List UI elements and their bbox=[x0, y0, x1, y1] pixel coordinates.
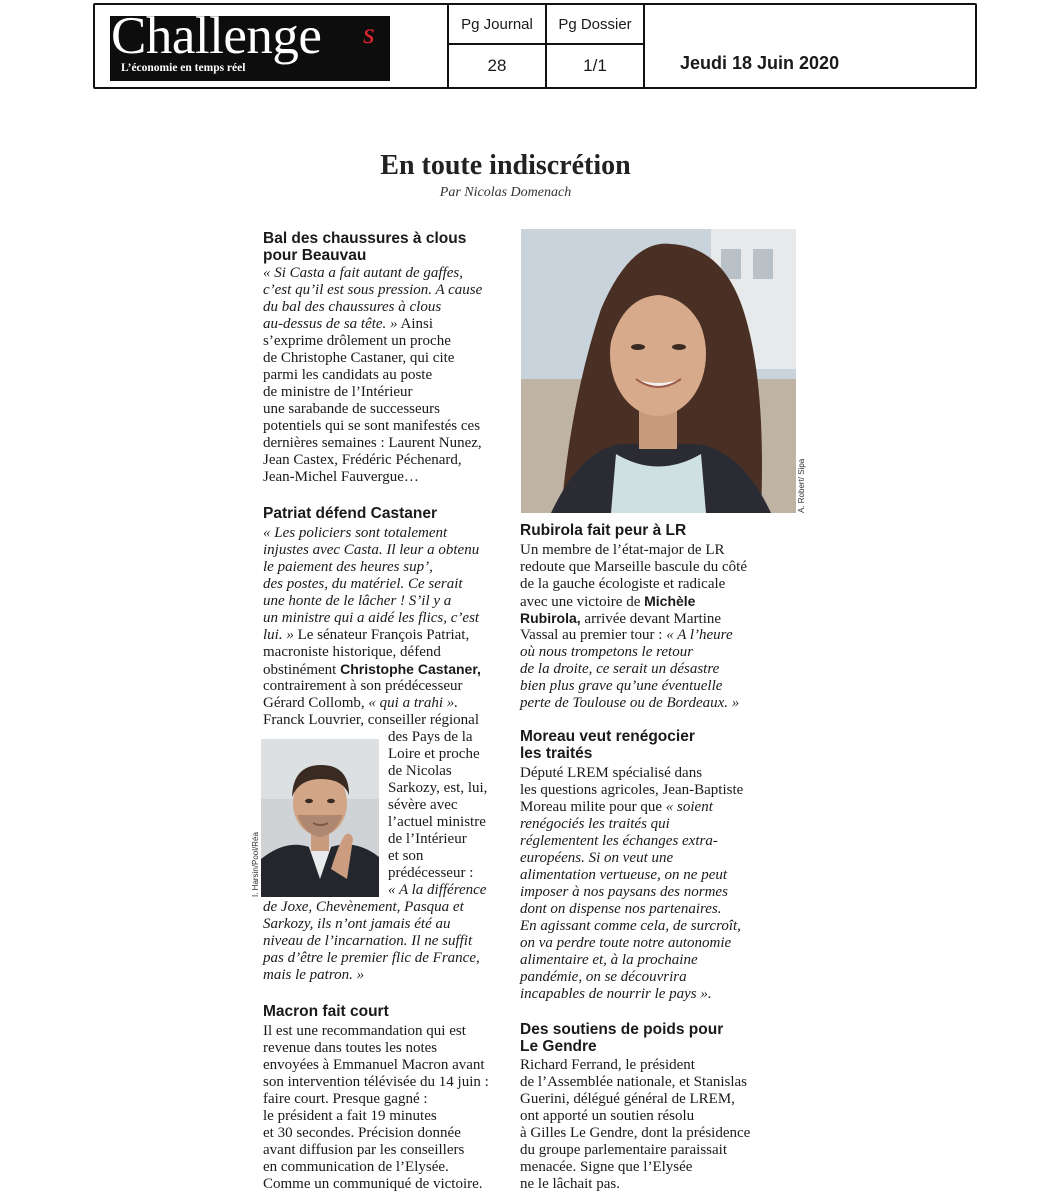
text-line bbox=[388, 729, 487, 746]
text-line bbox=[388, 865, 487, 882]
article-heading-line: Macron fait court bbox=[263, 1003, 389, 1020]
rubirola-portrait-illustration bbox=[521, 229, 796, 513]
text-line bbox=[263, 1159, 489, 1176]
body-text: de Nicolas bbox=[388, 763, 452, 779]
quote-text: un ministre qui a aidé les flics, c’est bbox=[263, 610, 480, 626]
body-text: faire court. Presque gagné : bbox=[263, 1091, 428, 1107]
text-line bbox=[520, 542, 747, 559]
text-line bbox=[263, 1040, 489, 1057]
body-text: Richard Ferrand, le président bbox=[520, 1057, 695, 1073]
castaner-portrait-illustration bbox=[261, 739, 379, 897]
body-text: s’exprime drôlement un proche bbox=[263, 333, 451, 349]
quote-text: réglementent les échanges extra- bbox=[520, 833, 718, 849]
text-line bbox=[388, 746, 487, 763]
body-text: Sarkozy, est, lui, bbox=[388, 780, 488, 796]
body-text: Loire et proche bbox=[388, 746, 480, 762]
body-text: Guerini, délégué général de LREM, bbox=[520, 1091, 735, 1107]
text-line bbox=[388, 797, 487, 814]
text-line bbox=[388, 831, 487, 848]
quote-text: européens. Si on veut une bbox=[520, 850, 674, 866]
body-text: macroniste historique, défend bbox=[263, 644, 441, 660]
text-line bbox=[263, 542, 481, 559]
text-line bbox=[520, 627, 747, 644]
text-line bbox=[263, 1057, 489, 1074]
castaner-photo bbox=[261, 739, 379, 897]
text-line bbox=[263, 350, 482, 367]
text-line bbox=[263, 367, 482, 384]
pg-journal-column bbox=[447, 5, 545, 87]
body-text: et 30 secondes. Précision donnée bbox=[263, 1125, 461, 1141]
body-text: Jean Castex, Frédéric Péchenard, bbox=[263, 452, 462, 468]
text-line bbox=[520, 593, 747, 610]
body-text: menacée. Signe que l’Elysée bbox=[520, 1159, 693, 1175]
body-text: Le sénateur François Patriat, bbox=[293, 627, 470, 643]
body-text: de ministre de l’Intérieur bbox=[263, 384, 413, 400]
quote-text: des postes, du matériel. Ce serait bbox=[263, 576, 463, 592]
article-heading-rubirola bbox=[520, 522, 686, 539]
text-line bbox=[520, 867, 743, 884]
quote-text: du bal des chaussures à clous bbox=[263, 299, 442, 315]
article-heading-macron bbox=[263, 1003, 389, 1020]
text-line bbox=[263, 401, 482, 418]
text-line bbox=[263, 576, 481, 593]
bold-name: Rubirola, bbox=[520, 610, 581, 626]
body-text: arrivée devant Martine bbox=[580, 611, 722, 627]
quote-text: bien plus grave qu’une éventuelle bbox=[520, 678, 723, 694]
body-text: les questions agricoles, Jean-Baptiste bbox=[520, 782, 744, 798]
text-line bbox=[520, 644, 747, 661]
logo-red-s: s bbox=[363, 17, 375, 50]
quote-text: le paiement des heures sup’, bbox=[263, 559, 433, 575]
text-line bbox=[520, 576, 747, 593]
body-text: Comme un communiqué de victoire. bbox=[263, 1176, 483, 1192]
text-line bbox=[520, 610, 747, 627]
quote-text: mais le patron. » bbox=[263, 967, 365, 983]
text-line bbox=[520, 782, 743, 799]
article-heading-line: pour Beauvau bbox=[263, 247, 367, 264]
text-line bbox=[263, 933, 480, 950]
pg-dossier-column bbox=[545, 5, 643, 87]
text-line bbox=[520, 952, 743, 969]
text-line bbox=[520, 969, 743, 986]
body-text: dernières semaines : Laurent Nunez, bbox=[263, 435, 482, 451]
quote-text: dont on dispense nos partenaires. bbox=[520, 901, 722, 917]
quote-text: « soient bbox=[665, 799, 713, 815]
text-line bbox=[263, 525, 481, 542]
text-line bbox=[520, 559, 747, 576]
text-line bbox=[263, 1108, 489, 1125]
body-text: Moreau milite pour que bbox=[520, 799, 666, 815]
page-title: En toute indiscrétion bbox=[380, 150, 631, 181]
article-heading-line: Patriat défend Castaner bbox=[263, 505, 437, 522]
logo-tagline: L’économie en temps réel bbox=[121, 62, 246, 74]
text-line bbox=[263, 384, 482, 401]
text-line bbox=[388, 882, 487, 899]
article-body-macron bbox=[263, 1023, 489, 1193]
text-line bbox=[263, 899, 480, 916]
quote-text: En agissant comme cela, de surcroît, bbox=[520, 918, 741, 934]
body-text: le président a fait 19 minutes bbox=[263, 1108, 437, 1124]
body-text: potentiels qui se sont manifestés ces bbox=[263, 418, 481, 434]
text-line bbox=[263, 265, 482, 282]
text-line bbox=[263, 678, 481, 695]
text-line bbox=[263, 593, 481, 610]
body-text: ne le lâchait pas. bbox=[520, 1176, 620, 1192]
text-line bbox=[263, 1074, 489, 1091]
body-text: Ainsi bbox=[397, 316, 433, 332]
quote-text: lui. » bbox=[263, 627, 294, 643]
pg-dossier-value: 1/1 bbox=[583, 56, 607, 75]
text-line bbox=[263, 967, 480, 984]
article-body-rubirola bbox=[520, 542, 747, 712]
article-body-patriat bbox=[263, 525, 481, 729]
body-text: l’actuel ministre bbox=[388, 814, 486, 830]
quote-text: où nous trompetons le retour bbox=[520, 644, 694, 660]
body-text: Un membre de l’état-major de LR bbox=[520, 542, 725, 558]
article-heading-line: Moreau veut renégocier bbox=[520, 728, 695, 745]
text-line bbox=[263, 418, 482, 435]
body-text: Il est une recommandation qui est bbox=[263, 1023, 466, 1039]
text-line bbox=[263, 950, 480, 967]
text-line bbox=[263, 282, 482, 299]
quote-text: « A l’heure bbox=[666, 627, 733, 643]
text-line bbox=[263, 1091, 489, 1108]
quote-text: « Les policiers sont totalement bbox=[263, 525, 448, 541]
text-line bbox=[520, 695, 747, 712]
page-header bbox=[93, 3, 977, 89]
body-text: de l’Assemblée nationale, et Stanislas bbox=[520, 1074, 748, 1090]
quote-text: injustes avec Casta. Il leur a obtenu bbox=[263, 542, 480, 558]
bold-name: Michèle bbox=[644, 593, 696, 609]
quote-text: « A la différence bbox=[388, 882, 487, 898]
body-text: prédécesseur : bbox=[388, 865, 474, 881]
text-line bbox=[263, 435, 482, 452]
text-line bbox=[263, 695, 481, 712]
text-line bbox=[520, 918, 743, 935]
pg-journal-label: Pg Journal bbox=[449, 5, 545, 45]
text-line bbox=[520, 1057, 750, 1074]
text-line bbox=[520, 765, 743, 782]
quote-text: « qui a trahi ». bbox=[368, 695, 458, 711]
bold-name: Christophe Castaner, bbox=[340, 661, 481, 677]
text-line bbox=[520, 901, 743, 918]
quote-text: perte de Toulouse ou de Bordeaux. » bbox=[520, 695, 740, 711]
text-line bbox=[263, 1176, 489, 1193]
publication-date: Jeudi 18 Juin 2020 bbox=[680, 53, 840, 73]
body-text: revenue dans toutes les notes bbox=[263, 1040, 438, 1056]
text-line bbox=[520, 1074, 750, 1091]
body-text: à Gilles Le Gendre, dont la présidence bbox=[520, 1125, 751, 1141]
body-text: avec une victoire de bbox=[520, 594, 645, 610]
quote-text: Sarkozy, ils n’ont jamais été au bbox=[263, 916, 451, 932]
body-text: Gérard Collomb, bbox=[263, 695, 369, 711]
article-body-beauvau bbox=[263, 265, 482, 486]
body-text: en communication de l’Elysée. bbox=[263, 1159, 449, 1175]
quote-text: on va perdre toute notre autonomie bbox=[520, 935, 732, 951]
text-line bbox=[520, 1108, 750, 1125]
text-line bbox=[263, 452, 482, 469]
body-text: et son bbox=[388, 848, 424, 864]
body-text: sévère avec bbox=[388, 797, 458, 813]
body-text: de l’Intérieur bbox=[388, 831, 467, 847]
body-text: de la gauche écologiste et radicale bbox=[520, 576, 726, 592]
text-line bbox=[263, 333, 482, 350]
body-text: parmi les candidats au poste bbox=[263, 367, 433, 383]
text-line bbox=[263, 916, 480, 933]
body-text: redoute que Marseille bascule du côté bbox=[520, 559, 747, 575]
text-line bbox=[520, 935, 743, 952]
article-body-patriat-wrap bbox=[388, 729, 487, 899]
pg-dossier-label: Pg Dossier bbox=[547, 5, 643, 45]
article-heading-line: Le Gendre bbox=[520, 1038, 597, 1055]
text-line bbox=[520, 1125, 750, 1142]
article-body-moreau bbox=[520, 765, 743, 1003]
article-heading-patriat bbox=[263, 505, 437, 522]
text-line bbox=[520, 1159, 750, 1176]
text-line bbox=[520, 884, 743, 901]
text-line bbox=[263, 559, 481, 576]
quote-text: incapables de nourrir le pays ». bbox=[520, 986, 712, 1002]
quote-text: niveau de l’incarnation. Il ne suffit bbox=[263, 933, 473, 949]
article-heading-beauvau bbox=[263, 230, 466, 264]
text-line bbox=[520, 1142, 750, 1159]
text-line bbox=[520, 1091, 750, 1108]
article-heading-line: Bal des chaussures à clous bbox=[263, 230, 467, 247]
quote-text: alimentaire et, à la prochaine bbox=[520, 952, 698, 968]
text-line bbox=[388, 814, 487, 831]
body-text: envoyées à Emmanuel Macron avant bbox=[263, 1057, 485, 1073]
body-text: contrairement à son prédécesseur bbox=[263, 678, 463, 694]
body-text: une sarabande de successeurs bbox=[263, 401, 441, 417]
quote-text: « Si Casta a fait autant de gaffes, bbox=[263, 265, 464, 281]
body-text: Vassal au premier tour : bbox=[520, 627, 667, 643]
text-line bbox=[388, 848, 487, 865]
quote-text: une honte de le lâcher ! S’il y a bbox=[263, 593, 452, 609]
quote-text: de Joxe, Chevènement, Pasqua et bbox=[263, 899, 464, 915]
body-text: de Christophe Castaner, qui cite bbox=[263, 350, 455, 366]
article-body-patriat-end bbox=[263, 899, 480, 984]
quote-text: c’est qu’il est sous pression. A cause bbox=[263, 282, 483, 298]
quote-text: pas d’être le premier flic de France, bbox=[263, 950, 480, 966]
text-line bbox=[388, 780, 487, 797]
article-heading-legendre bbox=[520, 1021, 723, 1055]
quote-text: imposer à nos paysans des normes bbox=[520, 884, 728, 900]
text-line bbox=[263, 299, 482, 316]
text-line bbox=[263, 469, 482, 486]
body-text: Franck Louvrier, conseiller régional bbox=[263, 712, 479, 728]
quote-text: au-dessus de sa tête. » bbox=[263, 316, 398, 332]
text-line bbox=[520, 986, 743, 1003]
body-text: Jean-Michel Fauvergue… bbox=[263, 469, 419, 485]
text-line bbox=[263, 644, 481, 661]
photo-credit-main: A. Robert/ Sipa bbox=[797, 458, 806, 513]
article-heading-line: Des soutiens de poids pour bbox=[520, 1021, 724, 1038]
article-heading-line: les traités bbox=[520, 745, 593, 762]
logo-wordmark: Challenge bbox=[111, 16, 322, 65]
article-heading-moreau bbox=[520, 728, 695, 762]
text-line bbox=[520, 799, 743, 816]
body-text: du groupe parlementaire paraissait bbox=[520, 1142, 727, 1158]
byline: Par Nicolas Domenach bbox=[439, 185, 572, 200]
text-line bbox=[263, 316, 482, 333]
text-line bbox=[263, 661, 481, 678]
text-line bbox=[520, 850, 743, 867]
text-line bbox=[263, 627, 481, 644]
quote-text: alimentation vertueuse, on ne peut bbox=[520, 867, 728, 883]
quote-text: pandémie, on se découvrira bbox=[520, 969, 687, 985]
text-line bbox=[520, 833, 743, 850]
photo-credit-small: I. Harsin/Pool/Réa bbox=[251, 832, 260, 897]
body-text: ont apporté un soutien résolu bbox=[520, 1108, 695, 1124]
text-line bbox=[263, 1142, 489, 1159]
quote-text: de la droite, ce serait un désastre bbox=[520, 661, 720, 677]
pg-journal-value: 28 bbox=[487, 56, 507, 75]
text-line bbox=[263, 1023, 489, 1040]
body-text: son intervention télévisée du 14 juin : bbox=[263, 1074, 489, 1090]
challenges-logo bbox=[110, 16, 390, 81]
article-body-legendre bbox=[520, 1057, 750, 1193]
text-line bbox=[520, 816, 743, 833]
text-line bbox=[520, 678, 747, 695]
date-column bbox=[643, 5, 977, 87]
text-line bbox=[263, 1125, 489, 1142]
body-text: Député LREM spécialisé dans bbox=[520, 765, 703, 781]
text-line bbox=[263, 712, 481, 729]
rubirola-photo bbox=[521, 229, 796, 513]
body-text: des Pays de la bbox=[388, 729, 473, 745]
quote-text: renégociés les traités qui bbox=[520, 816, 670, 832]
body-text: avant diffusion par les conseillers bbox=[263, 1142, 465, 1158]
text-line bbox=[520, 661, 747, 678]
text-line bbox=[388, 763, 487, 780]
text-line bbox=[263, 610, 481, 627]
text-line bbox=[520, 1176, 750, 1193]
article-heading-line: Rubirola fait peur à LR bbox=[520, 522, 687, 539]
body-text: obstinément bbox=[263, 662, 341, 678]
